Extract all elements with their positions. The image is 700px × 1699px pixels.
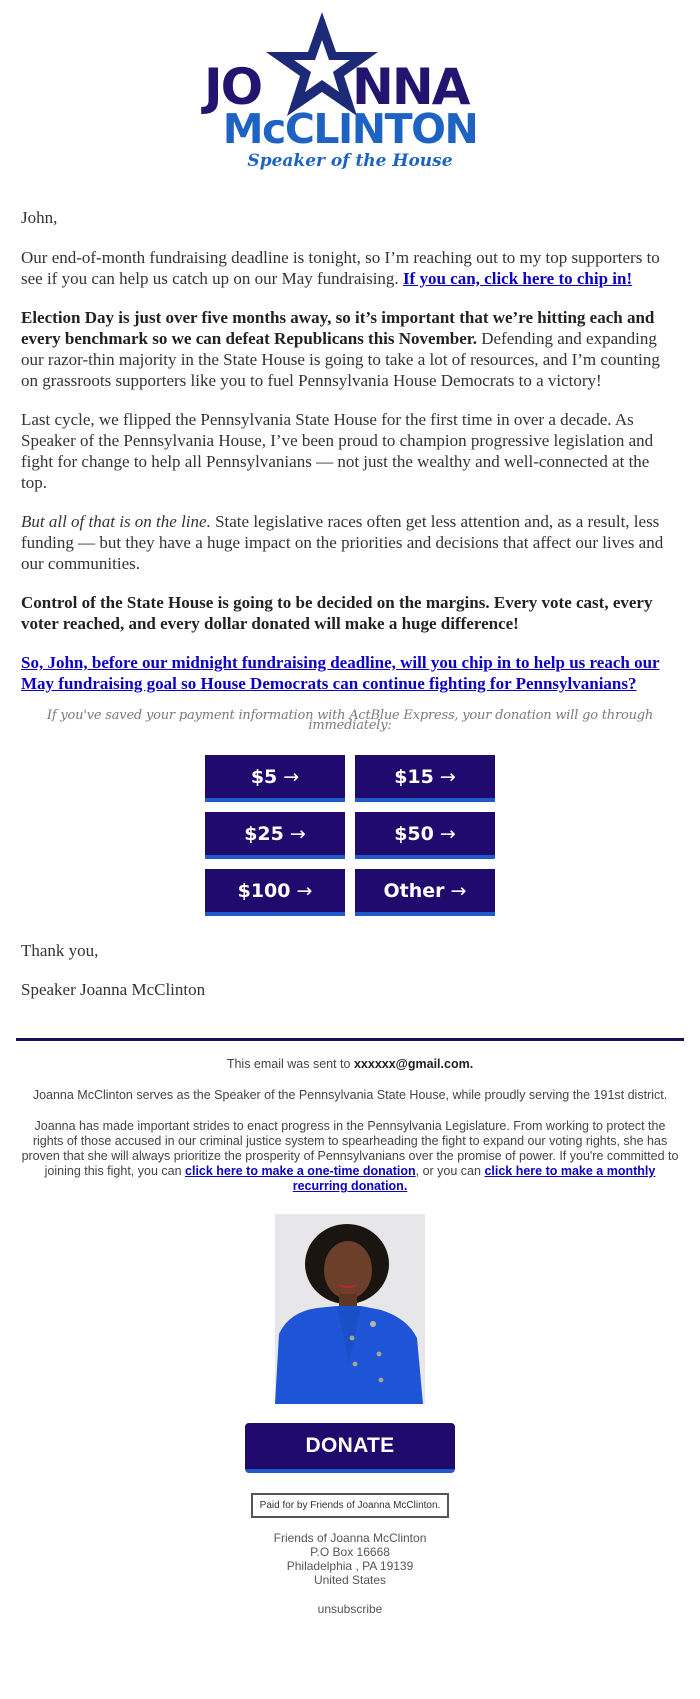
address-line-2: P.O Box 16668 (310, 1545, 390, 1559)
one-time-donation-link[interactable]: click here to make a one-time donation (185, 1164, 416, 1178)
arrow-right-icon: → (450, 879, 467, 902)
logo-name-first-right: NNA (352, 58, 469, 116)
arrow-right-icon: → (289, 822, 306, 845)
recipient-email: xxxxxx@gmail.com. (353, 1057, 474, 1071)
footer-divider (16, 1038, 684, 1041)
paragraph-on-the-line-text: State legislative races often get less attention and, as a result, less funding — but they have a huge impact on the priorities and decisions that affect our lives and our communities. (21, 512, 664, 573)
logo-graphic (0, 0, 700, 178)
paragraph-margins-bold: Control of the State House is going to be decided on the margins. Every vote cast, every voter reached, and every dollar donated will make a huge difference! (21, 593, 653, 633)
paragraph-intro (21, 247, 679, 289)
donate-15-button[interactable] (355, 755, 495, 802)
donate-5-button[interactable] (205, 755, 345, 802)
about-middle-text: , or you can (415, 1164, 485, 1178)
paragraph-on-the-line-italic: But all of that is on the line. (21, 512, 211, 531)
arrow-right-icon: → (439, 822, 456, 845)
unsubscribe-link[interactable]: unsubscribe (317, 1602, 383, 1616)
paragraph-election-day (21, 307, 679, 391)
about-paragraph (20, 1119, 680, 1194)
monthly-donation-link[interactable]: click here to make a monthly recurring donation. (292, 1164, 656, 1193)
candidate-photo (275, 1214, 425, 1404)
logo-name-last: McCLINTON (222, 105, 478, 153)
signature: Speaker Joanna McClinton (21, 980, 206, 999)
donate-50-button[interactable] (355, 812, 495, 859)
sent-to-prefix: This email was sent to (226, 1057, 354, 1071)
donate-100-button[interactable] (205, 869, 345, 916)
arrow-right-icon: → (439, 765, 456, 788)
arrow-right-icon: → (296, 879, 313, 902)
paragraph-election-day-text: Defending and expanding our razor-thin majority in the State House is going to take a lot of resources, and I’m counting on grassroots supporters like you to fuel Pennsylvania House Democrats to a victory! (21, 329, 660, 390)
donate-50-label: $50 (394, 822, 434, 845)
donate-other-button[interactable] (355, 869, 495, 916)
logo-tagline: Speaker of the House (247, 151, 453, 171)
about-text: Joanna has made important strides to enact progress in the Pennsylvania Legislature. From working to protect the rights of those accused in our criminal justice system to spearheading the fight to expand our voting rights, she has proven that she will always prioritize the prosperity of Pennsylvanians over the promise of power. If you're committed to joining this fight, you can (21, 1119, 679, 1178)
donate-25-label: $25 (244, 822, 284, 845)
paid-for-disclaimer: Paid for by Friends of Joanna McClinton. (251, 1493, 450, 1518)
actblue-express-note: If you've saved your payment information with ActBlue Express, your donation will go through immediately: (46, 708, 654, 733)
address-line-3: Philadelphia , PA 19139 (286, 1559, 414, 1573)
paragraph-last-cycle: Last cycle, we flipped the Pennsylvania State House for the first time in over a decade. As Speaker of the Pennsylvania House, I’ve been proud to champion progressive legislation and fight for change to help all Pennsylvanians — not just the wealthy and well-connected at the top. (21, 410, 654, 492)
paragraph-margins (21, 592, 679, 634)
donate-other-label: Other (383, 879, 445, 902)
sent-to-line (20, 1057, 680, 1072)
donate-button[interactable]: DONATE (245, 1423, 455, 1473)
footer (0, 1057, 700, 1194)
bio-line: Joanna McClinton serves as the Speaker of the Pennsylvania State House, while proudly serving the 191st district. (32, 1088, 668, 1102)
portrait-image (275, 1214, 425, 1404)
greeting: John, (21, 208, 58, 227)
paragraph-intro-text: Our end-of-month fundraising deadline is tonight, so I’m reaching out to my top supporters to see if you can help us catch up on our May fundraising. (21, 248, 660, 288)
address-line-4: United States (313, 1573, 387, 1587)
paid-for-wrapper (0, 1473, 700, 1518)
email-body (0, 207, 700, 694)
paragraph-on-the-line (21, 511, 679, 574)
donate-5-label: $5 (250, 765, 278, 788)
donation-amount-grid (205, 755, 495, 916)
cta-donate-link[interactable]: So, John, before our midnight fundraising deadline, will you chip in to help us reach our May fundraising goal so House Democrats can continue fighting for Pennsylvanians? (21, 653, 660, 693)
arrow-right-icon: → (283, 765, 300, 788)
campaign-logo (0, 0, 700, 178)
donate-15-label: $15 (394, 765, 434, 788)
donate-100-label: $100 (237, 879, 291, 902)
donate-25-button[interactable] (205, 812, 345, 859)
logo-name-first-left: JO (204, 58, 262, 116)
paragraph-cta (21, 652, 679, 694)
closing: Thank you, (21, 941, 99, 960)
address-line-1: Friends of Joanna McClinton (273, 1531, 427, 1545)
bottom-spacer (0, 1616, 700, 1634)
paragraph-election-day-bold: Election Day is just over five months away, so it’s important that we’re hitting each and every benchmark so we can defeat Republicans this November. (21, 308, 655, 348)
chip-in-link[interactable]: If you can, click here to chip in! (402, 269, 633, 288)
mailing-address (0, 1531, 700, 1587)
signoff (0, 940, 700, 1000)
